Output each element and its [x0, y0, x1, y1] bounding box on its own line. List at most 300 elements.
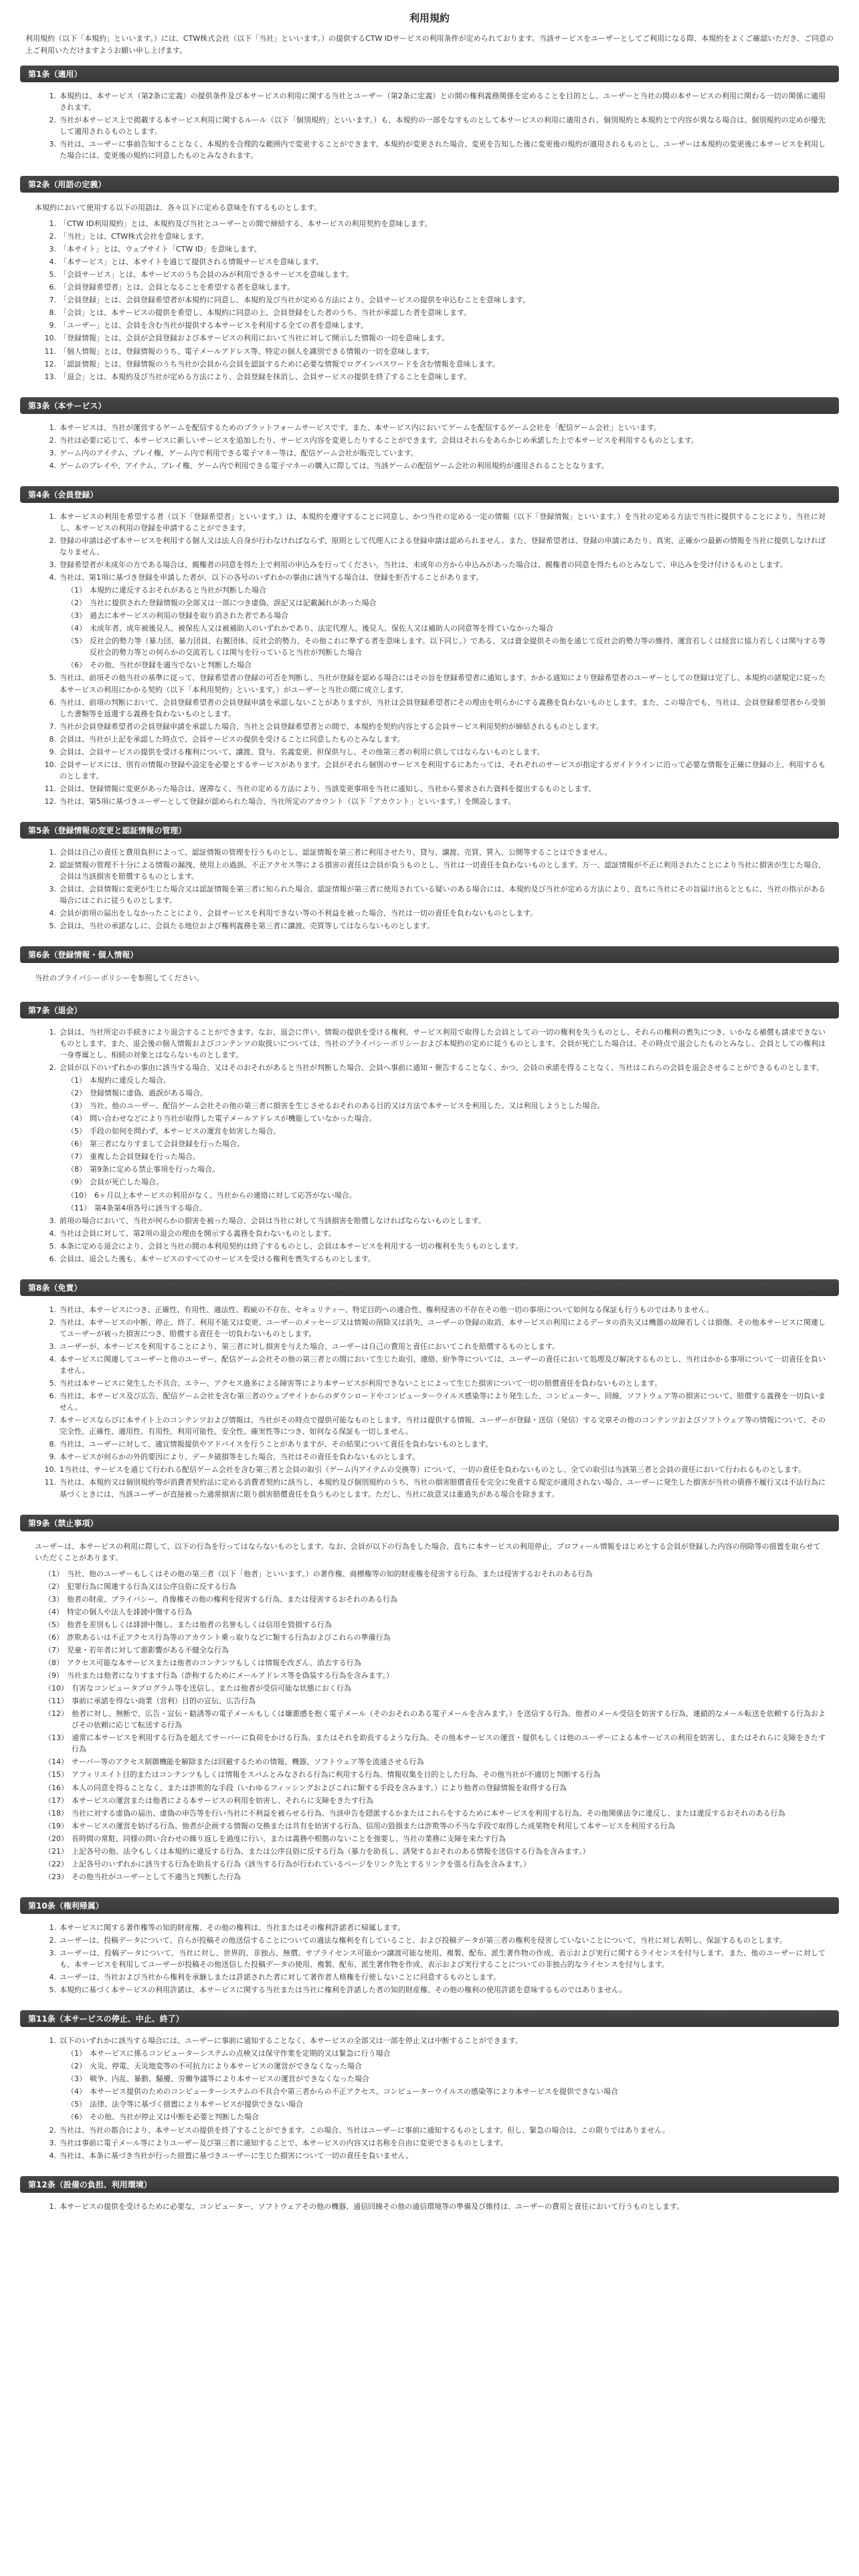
terms-item — [44, 1606, 826, 1618]
subitem-number: （2） — [67, 1089, 86, 1098]
item-text: 特定の個人や法人を誹謗中傷する行為 — [67, 1607, 192, 1616]
terms-item — [44, 1378, 826, 1389]
terms-item — [44, 282, 826, 293]
item-text: 「会員登録」とは、会員登録希望者が本規約に同意し、本規約及び当社が定める方法により、会員サービスの提供を申込むことを意味します。 — [60, 296, 531, 305]
item-text: 当社は、本サービスにつき、正確性、有用性、適法性、瑕疵の不存在、セキュリティー、特定目的への適合性、権利侵害の不存在その他一切の事項について如何なる保証も行うものではありません。 — [60, 1305, 714, 1314]
item-text: ユーザーは、投稿データについて、当社に対し、世界的、非独占、無償、サブライセンス可能かつ譲渡可能な使用、複製、配布、派生著作物の作成、表示および実行に関するライセンスを付与します。また、他のユーザーに対しても、本サービスを利用してユーザーが投稿その他送信した投稿データの使用、複製、配布、派生著作物を作成、表示および実行することについての非独占的なライセンスを付与します。 — [60, 1949, 826, 1969]
terms-subitem — [67, 635, 826, 658]
item-number: （1） — [44, 1569, 64, 1578]
terms-item — [44, 1228, 826, 1239]
item-number: 4. — [49, 1228, 56, 1238]
item-text: 他者に対し、無断で、広告・宣伝・勧誘等の電子メールもしくは嫌悪感を抱く電子メール（そのおそれのある電子メールを含みます。）を送信する行為、他者のメール受信を妨害する行為、連鎖的なメール転送を依頼する行為およびその依頼に応じて転送する行為 — [72, 1709, 826, 1730]
item-number: 3. — [49, 140, 56, 149]
terms-subitem — [67, 1100, 826, 1111]
section-heading: 第12条（設備の負担、利用環境） — [20, 2176, 839, 2193]
subitem-text: 火災、停電、天災地変等の不可抗力により本サービスの運営ができなくなった場合 — [90, 2062, 362, 2071]
subitem-number: （7） — [67, 1152, 86, 1162]
item-number: 4. — [49, 909, 56, 918]
item-number: （7） — [44, 1646, 64, 1655]
terms-item — [44, 746, 826, 758]
item-text: 他者を差別もしくは誹謗中傷し、または他者の名誉もしくは信用を毀損する行為 — [67, 1620, 332, 1629]
item-text: 当社は、第5項に基づきユーザーとして登録が認められた場合、当社所定のアカウント（以下「アカウント」といいます。）を開設します。 — [60, 796, 516, 806]
item-text: 認証情報の管理不十分による情報の漏洩、使用上の過誤、不正アクセス等による損害の責任は会員が負うものとし、当社は一切責任を負わないものとします。万一、認証情報が不正に利用されたことにより当社に損害が生じた場合、会員は当該損害を賠償するものとします。 — [60, 861, 826, 881]
item-text: 当社に対する虚偽の届出、虚偽の申告等を行い当社に不利益を被らせる行為、当該申告を隠匿するかまたはこれらをするために本サービスを利用する行為、その他関係法令に違反し、または違反するおそれのある行為 — [72, 1808, 785, 1818]
item-number: （16） — [44, 1783, 68, 1792]
terms-item — [44, 1027, 826, 1061]
terms-item — [44, 697, 826, 720]
subitem-number: （5） — [67, 1127, 86, 1136]
item-text: 「会員サービス」とは、本サービスのうち会員のみが利用できるサービスを意味します。 — [60, 270, 354, 280]
item-number: 2. — [49, 1063, 56, 1073]
item-number: （23） — [44, 1872, 68, 1881]
item-number: 6. — [49, 1254, 56, 1263]
terms-item — [44, 294, 826, 306]
terms-item — [44, 447, 826, 459]
subitem-number: （2） — [67, 599, 86, 608]
item-text: 「ユーザー」とは、会員を含む当社が提供する本サービスを利用する全ての者を意味します。 — [60, 321, 369, 330]
item-text: 当社は、当社の都合により、本サービスの提供を終了することができます。この場合、当社はユーザーに事前に通知するものとします。但し、緊急の場合は、この限りではありません。 — [60, 2125, 670, 2135]
item-number: 3. — [49, 2138, 56, 2147]
item-text: 会員サービスには、別有の情報の登録や設定を必要とするサービスがあります。会員がそれら個別のサービスを利用するにあたっては、それぞれのサービスが指定するガイドラインに沿って必要な情報を正確に登録の上、利用するものとします。 — [60, 760, 826, 780]
terms-subitem — [67, 2111, 826, 2123]
item-number: 10. — [44, 1465, 56, 1475]
item-number: 11. — [44, 346, 56, 356]
terms-item — [44, 243, 826, 255]
terms-item — [44, 1464, 826, 1475]
terms-item — [44, 231, 826, 242]
item-text: 当社は本サービスに発生した不具合、エラー、アクセス過多による障害等により本サービスが利用できないことによって生じた損害について一切の賠償責任を負わないものとします。 — [60, 1379, 662, 1388]
item-text: 当社は、本規約又は個別規約等が消費者契約法に定める消費者契約に該当し、本規約及び個別規約のうち、当社の損害賠償責任を完全に免責する規定が適用されない場合、ユーザーに発生した損害が当社の債務不履行又は不法行為に基づくときには、当該ユーザーが直接被った通常損害に限り損害賠償責任を負うものとします。ただし、当社に故意又は重過失がある場合を除きます。 — [60, 1478, 826, 1499]
item-number: 6. — [49, 1392, 56, 1401]
item-text: 登録の申請は必ず本サービスを利用する個人又は法人自身が行わなければならず、原則として代理人による登録申請は認められません。また、登録希望者は、登録の申請にあたり、真実、正確かつ最新の情報を当社に提供しなければなりません。 — [60, 536, 826, 556]
item-text: 当社は、第1項に基づき登録を申請した者が、以下の各号のいずれかの事由に該当する場合は、登録を拒否することがあります。 — [60, 573, 484, 582]
item-number: 7. — [49, 1416, 56, 1425]
item-text: 「本サービス」とは、本サイトを通じて提供される情報サービスを意味します。 — [60, 257, 324, 267]
item-number: 6. — [49, 283, 56, 292]
subitem-text: 法律、法令等に基づく措置により本サービスが提供できない場合 — [90, 2100, 303, 2109]
terms-item — [44, 1935, 826, 1946]
terms-item — [44, 559, 826, 570]
item-number: 3. — [49, 560, 56, 570]
item-text: 前項の場合において、当社が何らかの損害を被った場合、会員は当社に対して当該損害を賠償しなければならないものとします。 — [60, 1216, 486, 1225]
item-number: （5） — [44, 1620, 64, 1629]
item-text: 会員が前項の届出をしなかったことにより、会員サービスを利用できない等の不利益を被った場合、当社は一切の責任を負わないものとします。 — [60, 909, 538, 918]
item-number: 3. — [49, 1216, 56, 1225]
item-text: 当社が会員登録希望者の会員登録申請を承認した場合、当社と会員登録希望者との間で、本規約を契約内容とする会員サービス利用契約が締結されるものとします。 — [60, 722, 603, 731]
section-heading: 第11条（本サービスの停止、中止、終了） — [20, 2010, 839, 2027]
subitem-text: 本サービスに係るコンピューターシステムの点検又は保守作業を定期的又は緊急に行う場合 — [90, 2049, 391, 2058]
terms-item — [44, 1971, 826, 1983]
terms-item — [44, 1253, 826, 1265]
item-number: 12. — [44, 359, 56, 368]
item-text: 「本サイト」とは、ウェブサイト「CTW ID」を意味します。 — [60, 245, 262, 254]
item-text: 当社は、本条に基づき当社が行った措置に基づきユーザーに生じた損害について一切の責任を負いません。 — [60, 2151, 413, 2160]
item-text: 「登録情報」とは、会員が会員登録および本サービスの利用において当社に対して開示した情報の一切を意味します。 — [60, 334, 450, 343]
item-text: 本サービスの提供を受けるために必要な、コンピューター、ソフトウェアその他の機器、通信回線その他の通信環境等の準備及び維持は、ユーザーの費用と責任において行うものとします。 — [60, 2202, 684, 2211]
subitem-text: 6ヶ月以上本サービスの利用がなく、当社からの連絡に対して応答がない場合。 — [94, 1190, 357, 1200]
section-lead-text: 本規約において使用する以下の用語は、各々以下に定める意味を有するものとします。 — [35, 203, 322, 213]
item-number: 4. — [49, 1354, 56, 1364]
terms-item — [44, 460, 826, 471]
item-number: 2. — [49, 232, 56, 241]
subitem-number: （4） — [67, 624, 86, 633]
terms-item — [44, 422, 826, 433]
subitem-text: 第9条に定める禁止事項を行った場合。 — [90, 1165, 219, 1174]
item-number: 3. — [49, 1341, 56, 1351]
item-number: 3. — [49, 448, 56, 457]
item-text: 児童・若年者に対して悪影響がある不健全な行為 — [67, 1646, 229, 1655]
item-number: 1. — [49, 512, 56, 521]
section-body — [20, 844, 839, 937]
item-number: 2. — [49, 861, 56, 870]
item-number: （8） — [44, 1658, 64, 1668]
sections-container — [20, 66, 839, 2218]
item-text: 本サービスの運営を妨げる行為、他者が企画する情報の交換または共有を妨害する行為、信用の毀損または詐欺等の不当な手段で取得した成果物を利用して本サービスを利用する行為 — [72, 1821, 675, 1830]
item-number: 7. — [49, 722, 56, 731]
terms-item — [44, 1683, 826, 1694]
section-lead-text: ユーザーは、本サービスの利用に際して、以下の行為を行ってはならないものとします。なお、会員が以下の行為をした場合、直ちに本サービスの利用停止、プロフィール情報をはじめとする会員が登録した内容の削除等の措置を取らせていただくことがあります。 — [35, 1541, 821, 1563]
item-text: 当社は、ユーザーに事前告知することなく、本規約を合理的な範囲内で変更することができます。本規約が変更された場合、変更を告知した後に変更後の規約が適用されるものとし、ユーザーは本規約の変更後に本サービスを利用した場合には、変更後の規約に同意したものとみなされます。 — [60, 140, 826, 160]
subitem-number: （5） — [67, 637, 86, 646]
terms-item — [44, 672, 826, 695]
item-text: 有害なコンピュータプログラム等を送信し、または他者が受信可能な状態におく行為 — [72, 1684, 351, 1693]
item-text: 当社は、本サービス及び広告、配信ゲーム会社を含む第三者のウェブサイトからのダウンロードやコンピューターウイルス感染等により発生した、コンピューター、回線、ソフトウェア等の損害について、賠償する義務を一切負いません。 — [60, 1392, 826, 1412]
item-number: 10. — [44, 760, 56, 769]
item-text: 登録希望者が未成年の方である場合は、親権者の同意を得た上で利用の申込みを行ってください。当社は、未成年の方から申込みがあった場合は、親権者の同意を得たものとみなして、申込みを受け付けるものとします。 — [60, 560, 787, 570]
item-text: 本サービスに関する著作権等の知的財産権、その他の権利は、当社またはその権利許諾者に帰属します。 — [60, 1923, 405, 1932]
subitem-text: その他、当社が停止又は中断を必要と判断した場合 — [90, 2113, 259, 2122]
terms-subitem — [67, 2048, 826, 2059]
subitem-number: （3） — [67, 2074, 86, 2084]
item-number: 11. — [44, 784, 56, 793]
section-body — [20, 198, 839, 387]
item-number: 2. — [49, 435, 56, 445]
terms-subitem — [67, 584, 826, 596]
item-text: 上記各号のいずれかに該当する行為を助長する行為（該当する行為が行われているページをリンク先とするリンクを張る行為を含みます。） — [72, 1859, 531, 1868]
item-text: 事前に承諾を得ない商業（営利）目的の宣伝、広告行為 — [72, 1697, 256, 1706]
item-text: 本サービスならびに本サイト上のコンテンツおよび情報は、当社がその時点で提供可能なものとします。当社は提供する情報、ユーザーが登録・送信（発信）する文章その他のコンテンツおよびソフトウェア等の情報について、その完全性、正確性、適用性、有用性、利用可能性、安全性、確実性等につき、如何なる保証も一切しません。 — [60, 1416, 826, 1436]
terms-item — [44, 1581, 826, 1592]
terms-item — [44, 1695, 826, 1707]
subitem-text: その他、当社が登録を適当でないと判断した場合 — [90, 661, 252, 670]
terms-item — [44, 734, 826, 745]
item-text: 本サービスの利用を希望する者（以下「登録希望者」といいます。）は、本規約を遵守することに同意し、かつ当社の定める一定の情報（以下「登録情報」といいます。）を当社の定める方法で当社に提供することにより、当社に対し、本サービスの利用の登録を申請することができます。 — [60, 512, 826, 532]
section-heading: 第6条（登録情報・個人情報） — [20, 946, 839, 963]
item-number: 1. — [49, 1923, 56, 1932]
item-text: 詐欺あるいは不正アクセス行為等のアカウント乗っ取りなどに類する行為およびこれらの準備行為 — [67, 1632, 391, 1642]
subitem-text: 未成年者、成年被後見人、被保佐人又は被補助人のいずれかであり、法定代理人、後見人、保佐人又は補助人の同意等を得ていなかった場合 — [90, 624, 553, 633]
item-number: （14） — [44, 1757, 68, 1767]
subitem-text: 本サービス提供のためのコンピューターシステムの不具合や第三者からの不正アクセス、コンピューターウイルスの感染等により本サービスを提供できない場合 — [90, 2087, 619, 2097]
terms-subitem — [67, 1190, 826, 1201]
subitem-text: 戦争、内乱、暴動、騒擾、労働争議等により本サービスの運営ができなくなった場合 — [90, 2074, 369, 2084]
subitem-number: （3） — [67, 611, 86, 621]
subitem-number: （1） — [67, 2049, 86, 2058]
item-number: （3） — [44, 1594, 64, 1604]
terms-item — [44, 332, 826, 344]
terms-item — [44, 1708, 826, 1731]
subitem-text: 問い合わせなどにより当社が取得した電子メールアドレスが機能していなかった場合。 — [90, 1114, 377, 1123]
item-text: 当社が本サービス上で掲載する本サービス利用に関するルール（以下「個別規約」といいます。）も、本規約の一部をなすものとして本サービスの利用に適用され、個別規約と本規約とで内容が異なる場合は、個別規約の定めが優先して適用されるものとします。 — [60, 116, 826, 136]
item-number: 4. — [49, 1973, 56, 1982]
item-number: 7. — [49, 296, 56, 305]
terms-item — [44, 783, 826, 794]
subitem-text: 本規約に違反した場合。 — [90, 1076, 171, 1085]
page-title: 利用規約 — [409, 12, 450, 24]
item-number: （18） — [44, 1808, 68, 1818]
item-number: 1. — [49, 219, 56, 229]
terms-item — [44, 1594, 826, 1605]
terms-item — [44, 1341, 826, 1352]
item-text: ユーザーは、当社および当社から権利を承継しまたは許諾された者に対して著作者人格権を行使しないことに同意するものとします。 — [60, 1973, 501, 1982]
item-number: 9. — [49, 321, 56, 330]
terms-item — [44, 535, 826, 558]
item-text: 会員は、当社が上記を承認した時点で、会員サービスの提供を受けることに同意したものとみなします。 — [60, 734, 405, 744]
terms-subitem — [67, 610, 826, 621]
terms-item — [44, 218, 826, 229]
terms-item — [44, 114, 826, 137]
section-heading: 第10条（権利帰属） — [20, 1897, 839, 1914]
terms-item — [44, 1568, 826, 1580]
item-text: 本規約は、本サービス（第2条に定義）の提供条件及び本サービスの利用に関する当社とユーザー（第2条に定義）との間の権利義務関係を定めることを目的とし、ユーザーと当社の間の本サービスの利用に関わる一切の関係に適用されます。 — [60, 92, 826, 112]
item-number: 5. — [49, 270, 56, 280]
terms-item — [44, 1632, 826, 1643]
subitem-number: （6） — [67, 661, 86, 670]
item-number: （9） — [44, 1671, 64, 1681]
terms-item — [44, 1062, 826, 1073]
terms-item — [44, 256, 826, 267]
terms-item — [44, 1644, 826, 1656]
item-text: 当社は、本サービスの中断、停止、終了、利用不能又は変更、ユーザーのメッセージ又は情報の削除又は消失、ユーザーの登録の取消、本サービスの利用によるデータの消失又は機器の故障若しくは損傷、その他本サービスに関連してユーザーが被った損害につき、賠償する責任を一切負わないものとします。 — [60, 1317, 826, 1338]
item-text: 「認証情報」とは、登録情報のうち当社が会員から会員を認証するために必要な情報でログインパスワードを含む情報を意味します。 — [60, 359, 500, 368]
subitem-text: 本規約に違反するおそれがあると当社が判断した場合 — [90, 586, 266, 595]
terms-subitem — [67, 623, 826, 634]
terms-item — [44, 2150, 826, 2161]
item-text: 以下のいずれかに該当する場合には、ユーザーに事前に通知することなく、本サービスの全部又は一部を停止又は中断することができます。 — [60, 2036, 522, 2046]
terms-item — [44, 721, 826, 732]
terms-item — [44, 1670, 826, 1681]
item-text: 本サービスは、当社が運営するゲームを配信するためのプラットフォームサービスです。また、本サービス内においてゲームを配信するゲーム会社を「配信ゲーム会社」といいます。 — [60, 423, 661, 432]
subitem-text: 当社、他のユーザー、配信ゲーム会社その他の第三者に損害を生じさせるおそれのある目的又は方法で本サービスを利用した、又は利用しようとした場合。 — [90, 1101, 605, 1111]
terms-item — [44, 1808, 826, 1819]
terms-item — [44, 1782, 826, 1794]
item-number: 5. — [49, 673, 56, 683]
terms-item — [44, 859, 826, 882]
item-text: 当社は、前項その他当社の基準に従って、登録希望者の登録の可否を判断し、当社が登録を認める場合にはその旨を登録希望者に通知します。かかる通知により登録希望者のユーザーとしての登録は完了し、本規約の諸規定に従った本サービスの利用にかかる契約（以下「本利用契約」といいます。）がユーザーと当社の間に成立します。 — [60, 673, 826, 694]
terms-item — [44, 1390, 826, 1413]
terms-item — [44, 1820, 826, 1832]
item-number: 3. — [49, 245, 56, 254]
subitem-number: （3） — [67, 1101, 86, 1111]
item-text: 当社は、ユーザーに対して、適宜情報提供やアドバイスを行うことがありますが、その結果について責任を負わないものとします。 — [60, 1440, 493, 1449]
item-number: 1. — [49, 2202, 56, 2211]
item-text: 「CTW ID利用規約」とは、本規約及び当社とユーザーとの間で締結する、本サービスの利用契約を意味します。 — [60, 219, 432, 229]
subitem-text: 過去に本サービスの利用の登録を取り消された者である場合 — [90, 611, 288, 621]
intro-text: 利用規約（以下「本規約」といいます。）には、CTW株式会社（以下「当社」といいます。）の提供するCTW IDサービスの利用条件が定められております。当該サービスをユーザーとしてご利用になる際、本規約をよくご確認いただき、ご同意の上ご利用いただけますようお願い申し上げます。 — [25, 34, 834, 55]
terms-item — [44, 759, 826, 782]
item-number: 5. — [49, 922, 56, 931]
item-number: 4. — [49, 257, 56, 267]
item-number: 2. — [49, 536, 56, 545]
terms-item — [44, 138, 826, 161]
terms-subitem — [67, 2060, 826, 2072]
terms-item — [44, 1451, 826, 1463]
subitem-number: （2） — [67, 2062, 86, 2071]
item-number: 3. — [49, 885, 56, 894]
item-text: 「退会」とは、本規約及び当社が定める方法により、会員登録を抹消し、会員サービスの提供を終了することを意味します。 — [60, 372, 472, 381]
subitem-text: 第三者になりすまして会員登録を行った場合。 — [90, 1140, 244, 1149]
terms-subitem — [67, 1125, 826, 1137]
terms-item — [44, 1922, 826, 1933]
terms-subitem — [67, 1164, 826, 1175]
item-text: 本条に定める退会により、会員と当社の間の本利用契約は終了するものとし、会員は本サービスを利用する一切の権利を失うものとします。 — [60, 1241, 523, 1251]
section-body — [20, 508, 839, 813]
section-heading: 第2条（用語の定義） — [20, 176, 839, 193]
item-text: 会員は自己の責任と費用負担によって、認証情報の管理を行うものとし、認証情報を第三者に利用させたり、貸与、譲渡、売買、質入、公開等することはできません。 — [60, 847, 612, 857]
item-number: （11） — [44, 1697, 68, 1706]
section-body — [20, 419, 839, 477]
item-number: 4. — [49, 2151, 56, 2160]
item-text: アクセス可能な本サービスまたは他者のコンテンツもしくは情報を改ざん、消去する行為 — [67, 1658, 361, 1668]
item-number: （4） — [44, 1607, 64, 1616]
item-text: サーバー等のアクセス制御機能を解除または回避するための情報、機器、ソフトウェア等を流通させる行為 — [72, 1757, 424, 1767]
item-text: 当社は会員に対して、第2項の退会の理由を開示する義務を負わないものとします。 — [60, 1228, 336, 1238]
subitem-number: （10） — [67, 1190, 91, 1200]
item-text: 「個人情報」とは、登録情報のうち、電子メールアドレス等、特定の個人を識別できる情報の一切を意味します。 — [60, 346, 434, 356]
item-number: 8. — [49, 734, 56, 744]
terms-item — [44, 2137, 826, 2149]
terms-item — [44, 1732, 826, 1755]
item-text: 「会員」とは、本サービスの提供を希望し、本規約に同意の上、会員登録をした者のうち、当社が承認した者を意味します。 — [60, 308, 472, 318]
section-heading: 第9条（禁止事項） — [20, 1515, 839, 1531]
terms-subitem — [67, 1176, 826, 1188]
item-number: （21） — [44, 1846, 68, 1856]
section-heading: 第5条（登録情報の変更と認証情報の管理） — [20, 822, 839, 839]
item-number: 2. — [49, 2125, 56, 2135]
item-text: 「当社」とは、CTW株式会社を意味します。 — [60, 232, 209, 241]
terms-item — [44, 269, 826, 280]
item-number: 12. — [44, 796, 56, 806]
item-number: 2. — [49, 1935, 56, 1945]
terms-subitem — [67, 1087, 826, 1099]
terms-item — [44, 1241, 826, 1252]
terms-subitem — [67, 1113, 826, 1124]
item-number: （19） — [44, 1821, 68, 1830]
terms-item — [44, 907, 826, 919]
terms-item — [44, 1871, 826, 1883]
section-body — [20, 88, 839, 167]
section-heading: 第4条（会員登録） — [20, 486, 839, 503]
terms-item — [44, 1304, 826, 1315]
terms-item — [44, 1414, 826, 1437]
item-text: 会員は、会員情報に変更が生じた場合又は認証情報を第三者に知られた場合、認証情報が第三者に使用されている疑いのある場合には、本規約及び当社が定める方法により、直ちに当社にその旨届け出るとともに、当社の指示がある場合にはこれに従うものとします。 — [60, 885, 826, 905]
terms-item — [44, 572, 826, 583]
terms-subitem — [67, 1202, 826, 1214]
item-number: 5. — [49, 1379, 56, 1388]
terms-subitem — [67, 2099, 826, 2110]
section-body — [20, 1024, 839, 1270]
subitem-text: 当社に提供された登録情報の全部又は一部につき虚偽、誤記又は記載漏れがあった場合 — [90, 599, 377, 608]
terms-subitem — [67, 2086, 826, 2097]
item-number: （13） — [44, 1733, 68, 1743]
terms-item — [44, 1619, 826, 1630]
item-text: 当社は事前に電子メール等によりユーザー及び第三者に通知することで、本サービスの内容又は名称を自由に変更できるものとします。 — [60, 2138, 508, 2147]
item-number: 2. — [49, 1317, 56, 1327]
subitem-text: 会員が死亡した場合。 — [90, 1178, 163, 1187]
terms-item — [44, 1438, 826, 1450]
item-text: 会員は、退会した後も、本サービスのすべてのサービスを受ける権利を喪失するものとします。 — [60, 1254, 375, 1263]
terms-item — [44, 1477, 826, 1499]
terms-item — [44, 358, 826, 370]
item-text: 1当社は、サービスを通じて行われる配信ゲーム会社を含む第三者と会員の取引（ゲーム内アイテムの交換等）について、一切の責任を負わないものとし、全ての取引は当該第三者と会員の責任において行われるものとします。 — [60, 1465, 806, 1475]
terms-item — [44, 1846, 826, 1857]
item-number: 8. — [49, 308, 56, 318]
subitem-number: （9） — [67, 1178, 86, 1187]
item-number: 1. — [49, 2036, 56, 2046]
item-number: 13. — [44, 372, 56, 381]
subitem-text: 反社会的勢力等（暴力団、暴力団員、右翼団体、反社会的勢力、その他これに準ずる者を意味します。以下同じ。）である、又は資金提供その他を通じて反社会的勢力等の維持、運営若しくは経営に協力若しくは関与する等反社会的勢力等との何らかの交流若しくは関与を行っていると当社が判断した場合 — [90, 637, 826, 657]
terms-item — [44, 435, 826, 446]
subitem-text: 登録情報に虚偽、過誤がある場合。 — [90, 1089, 207, 1098]
item-text: アフィリエイト目的またはコンテンツもしくは情報をスパムとみなされる行為に利用する行為、情報収集を目的とした行為、その他当社が不適切と判断する行為 — [72, 1770, 601, 1780]
item-text: ゲーム内のアイテム、プレイ権、ゲーム内で利用できる電子マネー等は、配信ゲーム会社が販売しています。 — [60, 448, 418, 457]
terms-subitem — [67, 1151, 826, 1162]
terms-item — [44, 1795, 826, 1806]
terms-item — [44, 1354, 826, 1376]
terms-subitem — [67, 659, 826, 671]
item-number: 1. — [49, 1305, 56, 1314]
item-number: （22） — [44, 1859, 68, 1868]
terms-item — [44, 371, 826, 383]
item-number: 5. — [49, 1241, 56, 1251]
section-body — [20, 1919, 839, 2001]
terms-item — [44, 2125, 826, 2136]
item-number: （2） — [44, 1582, 64, 1591]
section-heading: 第7条（退会） — [20, 1002, 839, 1018]
item-number: 5. — [49, 1985, 56, 1995]
item-number: 2. — [49, 116, 56, 125]
item-text: 当社または他者になりすます行為（詐称するためにメールアドレス等を偽装する行為を含みます。） — [67, 1671, 394, 1681]
terms-item — [44, 1833, 826, 1844]
subitem-number: （6） — [67, 1140, 86, 1149]
item-text: 本サービスが何らかの外的要因により、データ破損等をした場合、当社はその責任を負わないものとします。 — [60, 1453, 420, 1462]
item-text: 会員は、登録情報に変更があった場合は、遅滞なく、当社の定める方法により、当該変更事項を当社に通知し、当社から要求された資料を提出するものとします。 — [60, 784, 596, 793]
item-number: 8. — [49, 1440, 56, 1449]
item-number: 1. — [49, 847, 56, 857]
terms-item — [44, 847, 826, 858]
item-number: （15） — [44, 1770, 68, 1780]
terms-item — [44, 90, 826, 113]
subitem-number: （5） — [67, 2100, 86, 2109]
item-number: 3. — [49, 1949, 56, 1957]
terms-item — [44, 320, 826, 331]
item-number: （12） — [44, 1709, 68, 1719]
item-text: 会員は、会員サービスの提供を受ける権利について、譲渡、貸与、名義変更、担保供与し、その他第三者の利用に供してはならないものとします。 — [60, 747, 545, 756]
item-text: ユーザーは、投稿データについて、自らが投稿その他送信することについての適法な権利を有していること、および投稿データが第三者の権利を侵害していないことについて、当社に対し表明し、保証するものとします。 — [60, 1935, 787, 1945]
item-number: 1. — [49, 1027, 56, 1037]
item-number: （20） — [44, 1834, 68, 1843]
terms-subitem — [67, 2073, 826, 2084]
terms-item — [44, 1769, 826, 1780]
item-number: （17） — [44, 1796, 68, 1805]
item-text: 本規約に基づく本サービスの利用許諾は、本サービスに関する当社または当社に権利を許諾した者の知的財産権、その他の権利の使用許諾を意味するものではありません。 — [60, 1985, 627, 1995]
item-text: 当社は、前項の判断において、会員登録希望者の会員登録申請を承認しないことがありますが、当社は会員登録希望者にその理由を明らかにする義務を負わないものとします。また、この場合でも、当社は、会員登録希望者から受領した書類等を返還する義務を負わないものとします。 — [60, 697, 826, 718]
item-text: ユーザーが、本サービスを利用することにより、第三者に対し損害を与えた場合、ユーザーは自己の費用と責任においてこれを賠償するものとします。 — [60, 1341, 560, 1351]
subitem-number: （8） — [67, 1165, 86, 1174]
terms-subitem — [67, 1138, 826, 1150]
terms-item — [44, 1756, 826, 1767]
subitem-text: 第4条第4項各号に該当する場合。 — [94, 1203, 207, 1212]
